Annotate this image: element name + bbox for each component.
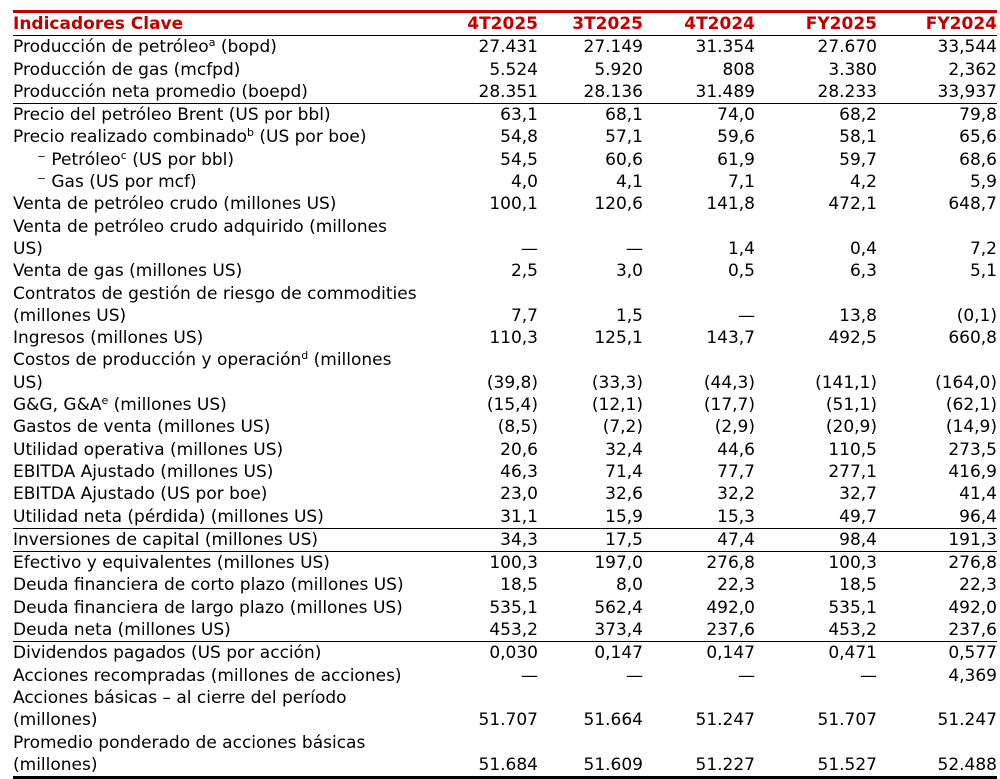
table-row	[13, 597, 997, 619]
cell-FY2024: (14,9)	[945, 417, 997, 438]
cell-FY2025: 535,1	[828, 597, 877, 618]
cell-4T2025: (8,5)	[497, 417, 538, 438]
column-header-FY2025: FY2025	[805, 14, 877, 34]
table-row	[13, 327, 997, 349]
cell-3T2025: 60,6	[605, 149, 643, 170]
cell-FY2025: 277,1	[828, 461, 877, 482]
cell-4T2025: 535,1	[489, 597, 538, 618]
cell-4T2024: 1,4	[727, 238, 755, 259]
cell-FY2024: 33,544	[937, 37, 997, 58]
cell-FY2025: 28.233	[817, 81, 877, 102]
cell-4T2025: (39,8)	[486, 372, 538, 393]
table-row	[13, 216, 997, 261]
cell-FY2025: 27.670	[817, 37, 877, 58]
cell-4T2025: 23,0	[500, 484, 538, 505]
row-label: Producción de gas (mcfpd)	[13, 59, 241, 80]
cell-FY2025: 6,3	[849, 261, 877, 282]
cell-4T2024: 808	[722, 59, 755, 80]
cell-FY2024: 416,9	[948, 461, 997, 482]
cell-FY2024: 237,6	[948, 620, 997, 641]
cell-4T2024: —	[738, 305, 755, 326]
cell-4T2024: 32,2	[717, 484, 755, 505]
table-body	[13, 36, 997, 778]
cell-4T2025: 4,0	[510, 172, 538, 193]
cell-FY2025: 453,2	[828, 620, 877, 641]
cell-3T2025: (33,3)	[591, 372, 643, 393]
table-row	[13, 149, 997, 171]
cell-FY2024: (62,1)	[945, 395, 997, 416]
footnote-marker: e	[101, 394, 109, 408]
cell-4T2025: 54,5	[500, 149, 538, 170]
cell-3T2025: 373,4	[594, 620, 643, 641]
cell-FY2025: 13,8	[839, 305, 877, 326]
row-label: Precio del petróleo Brent (US por bbl)	[13, 105, 331, 126]
cell-4T2024: 0,147	[706, 643, 755, 664]
cell-4T2025: 100,1	[489, 194, 538, 215]
cell-4T2024: 44,6	[717, 439, 755, 460]
cell-FY2024: 65,6	[959, 127, 997, 148]
cell-FY2024: 52.488	[937, 754, 997, 775]
cell-FY2025: 98,4	[839, 529, 877, 550]
table-row	[13, 283, 997, 328]
row-label: Deuda financiera de largo plazo (millones US)	[13, 597, 403, 618]
cell-4T2025: 7,7	[510, 305, 538, 326]
row-label: EBITDA Ajustado (US por boe)	[13, 484, 268, 505]
row-label: Acciones recompradas (millones de acciones)	[13, 665, 402, 686]
cell-FY2025: 58,1	[839, 127, 877, 148]
footnote-marker: c	[120, 148, 127, 162]
table-row	[13, 104, 997, 127]
row-label: Utilidad neta (pérdida) (millones US)	[13, 506, 324, 527]
cell-3T2025: 3,0	[615, 261, 643, 282]
cell-4T2025: 31,1	[500, 506, 538, 527]
column-header-3T2025: 3T2025	[572, 14, 643, 34]
table-header	[13, 12, 997, 36]
cell-3T2025: 28.136	[583, 81, 643, 102]
cell-FY2025: 32,7	[839, 484, 877, 505]
cell-4T2025: 54,8	[500, 127, 538, 148]
cell-FY2024: 5,9	[969, 172, 997, 193]
cell-4T2024: 31.354	[695, 37, 755, 58]
cell-FY2024: 51.247	[937, 710, 997, 731]
table-title: Indicadores Clave	[13, 14, 184, 34]
cell-FY2025: 18,5	[839, 575, 877, 596]
cell-4T2024: 47,4	[717, 529, 755, 550]
table-row	[13, 642, 997, 665]
cell-4T2024: 141,8	[706, 194, 755, 215]
cell-3T2025: 71,4	[605, 461, 643, 482]
cell-3T2025: 8,0	[615, 575, 643, 596]
cell-FY2024: 68,6	[959, 149, 997, 170]
cell-4T2025: 5.524	[489, 59, 538, 80]
cell-FY2024: 4,369	[948, 665, 997, 686]
cell-FY2025: 0,471	[828, 643, 877, 664]
cell-3T2025: 68,1	[605, 105, 643, 126]
cell-4T2024: (2,9)	[714, 417, 755, 438]
cell-4T2024: 77,7	[717, 461, 755, 482]
cell-3T2025: 27.149	[583, 37, 643, 58]
cell-3T2025: 5.920	[594, 59, 643, 80]
cell-FY2024: (164,0)	[935, 372, 997, 393]
row-label: ⁻ Petróleo$^c$ (US por bbl)	[37, 148, 235, 170]
cell-FY2025: 100,3	[828, 553, 877, 574]
cell-4T2025: —	[521, 238, 538, 259]
cell-3T2025: 0,147	[594, 643, 643, 664]
table-row	[13, 416, 997, 438]
cell-FY2024: 492,0	[948, 597, 997, 618]
cell-4T2025: 100,3	[489, 553, 538, 574]
table-row	[13, 394, 997, 416]
cell-3T2025: 562,4	[594, 597, 643, 618]
row-label: Producción de petróleo$^a$ (bopd)	[13, 36, 277, 58]
table-row	[13, 171, 997, 193]
row-label: Inversiones de capital (millones US)	[13, 529, 319, 550]
cell-FY2024: 7,2	[969, 238, 997, 259]
table-row	[13, 506, 997, 529]
cell-FY2025: —	[860, 665, 877, 686]
cell-4T2025: 46,3	[500, 461, 538, 482]
cell-FY2024: 79,8	[959, 105, 997, 126]
cell-4T2024: 51.227	[695, 754, 755, 775]
cell-4T2025: 110,3	[489, 328, 538, 349]
cell-3T2025: 51.609	[583, 754, 643, 775]
cell-3T2025: —	[626, 665, 643, 686]
cell-FY2025: 51.527	[817, 754, 877, 775]
key-indicators-table	[13, 10, 997, 779]
cell-FY2024: 41,4	[959, 484, 997, 505]
table-row	[13, 126, 997, 148]
cell-4T2025: 20,6	[500, 439, 538, 460]
cell-4T2025: 27.431	[478, 37, 538, 58]
column-header-4T2024: 4T2024	[684, 14, 755, 34]
cell-4T2024: 74,0	[717, 105, 755, 126]
cell-4T2024: 51.247	[695, 710, 755, 731]
cell-3T2025: —	[626, 238, 643, 259]
row-label: Deuda financiera de corto plazo (millones US)	[13, 575, 404, 596]
table-row	[13, 461, 997, 483]
cell-4T2025: 0,030	[489, 643, 538, 664]
table-header-row	[13, 12, 997, 36]
cell-FY2025: 49,7	[839, 506, 877, 527]
cell-3T2025: (7,2)	[602, 417, 643, 438]
footnote-marker: a	[208, 36, 216, 50]
cell-4T2025: 28.351	[478, 81, 538, 102]
row-label: Venta de gas (millones US)	[13, 261, 243, 282]
column-header-4T2025: 4T2025	[467, 14, 538, 34]
row-label: Venta de petróleo crudo (millones US)	[13, 194, 337, 215]
cell-4T2025: —	[521, 665, 538, 686]
cell-3T2025: 32,4	[605, 439, 643, 460]
cell-4T2024: 22,3	[717, 575, 755, 596]
table-row	[13, 59, 997, 81]
row-label: ⁻ Gas (US por mcf)	[37, 172, 197, 193]
table-row	[13, 483, 997, 505]
cell-3T2025: (12,1)	[591, 395, 643, 416]
cell-FY2024: 276,8	[948, 553, 997, 574]
row-label: Producción neta promedio (boepd)	[13, 81, 308, 102]
cell-FY2024: 660,8	[948, 328, 997, 349]
cell-3T2025: 1,5	[615, 305, 643, 326]
cell-4T2025: 18,5	[500, 575, 538, 596]
cell-FY2025: 0,4	[849, 238, 877, 259]
row-label: Ingresos (millones US)	[13, 328, 204, 349]
table-row	[13, 732, 997, 778]
footnote-marker: d	[301, 349, 309, 363]
row-label: Deuda neta (millones US)	[13, 620, 231, 641]
table-row	[13, 552, 997, 575]
row-label: Contratos de gestión de riesgo de commodities (millones US)	[13, 283, 417, 326]
table-row	[13, 687, 997, 732]
cell-4T2025: (15,4)	[486, 395, 538, 416]
table-row	[13, 81, 997, 104]
footnote-marker: b	[246, 126, 254, 140]
cell-FY2024: 648,7	[948, 194, 997, 215]
cell-3T2025: 125,1	[594, 328, 643, 349]
table-row	[13, 528, 997, 551]
cell-FY2024: 2,362	[948, 59, 997, 80]
row-label: Utilidad operativa (millones US)	[13, 439, 284, 460]
cell-3T2025: 4,1	[615, 172, 643, 193]
cell-3T2025: 32,6	[605, 484, 643, 505]
cell-4T2024: 59,6	[717, 127, 755, 148]
row-label: Venta de petróleo crudo adquirido (millones US)	[13, 216, 387, 259]
cell-FY2025: 472,1	[828, 194, 877, 215]
cell-4T2025: 63,1	[500, 105, 538, 126]
cell-FY2024: 22,3	[959, 575, 997, 596]
row-label: Precio realizado combinado$^b$ (US por boe)	[13, 126, 367, 148]
row-label: Promedio ponderado de acciones básicas (millones)	[13, 732, 366, 775]
row-label: Costos de producción y operación$^d$ (millones US)	[13, 349, 392, 393]
cell-4T2025: 34,3	[500, 529, 538, 550]
column-header-FY2024: FY2024	[925, 14, 997, 34]
cell-FY2025: 110,5	[828, 439, 877, 460]
cell-FY2024: 5,1	[969, 261, 997, 282]
cell-FY2024: 273,5	[948, 439, 997, 460]
row-label: Dividendos pagados (US por acción)	[13, 643, 322, 664]
cell-FY2024: 191,3	[948, 529, 997, 550]
cell-4T2024: 0,5	[727, 261, 755, 282]
cell-4T2024: 7,1	[727, 172, 755, 193]
cell-FY2025: 59,7	[839, 149, 877, 170]
row-label: Efectivo y equivalentes (millones US)	[13, 553, 330, 574]
cell-4T2025: 51.684	[478, 754, 538, 775]
table-row	[13, 574, 997, 596]
cell-4T2024: 61,9	[717, 149, 755, 170]
cell-FY2024: (0,1)	[956, 305, 997, 326]
cell-FY2025: 4,2	[849, 172, 877, 193]
cell-FY2025: 68,2	[839, 105, 877, 126]
cell-4T2024: —	[738, 665, 755, 686]
cell-FY2025: 51.707	[817, 710, 877, 731]
row-label: EBITDA Ajustado (millones US)	[13, 461, 274, 482]
cell-3T2025: 51.664	[583, 710, 643, 731]
row-label: G&G, $G\&A^e$ (millones US)	[13, 394, 227, 416]
cell-FY2025: (20,9)	[825, 417, 877, 438]
table-row	[13, 36, 997, 59]
cell-4T2024: 237,6	[706, 620, 755, 641]
table-row	[13, 349, 997, 394]
cell-3T2025: 17,5	[605, 529, 643, 550]
cell-3T2025: 120,6	[594, 194, 643, 215]
row-label: Gastos de venta (millones US)	[13, 417, 271, 438]
cell-FY2024: 96,4	[959, 506, 997, 527]
cell-FY2025: (141,1)	[815, 372, 877, 393]
cell-4T2025: 453,2	[489, 620, 538, 641]
cell-3T2025: 15,9	[605, 506, 643, 527]
cell-4T2024: (17,7)	[703, 395, 755, 416]
cell-4T2024: 492,0	[706, 597, 755, 618]
cell-FY2024: 0,577	[948, 643, 997, 664]
cell-4T2024: 15,3	[717, 506, 755, 527]
cell-4T2025: 2,5	[510, 261, 538, 282]
cell-3T2025: 57,1	[605, 127, 643, 148]
table-row	[13, 260, 997, 282]
cell-FY2025: (51,1)	[825, 395, 877, 416]
cell-FY2025: 492,5	[828, 328, 877, 349]
cell-4T2024: 31.489	[695, 81, 755, 102]
table-row	[13, 439, 997, 461]
cell-4T2024: 143,7	[706, 328, 755, 349]
cell-FY2025: 3.380	[828, 59, 877, 80]
cell-3T2025: 197,0	[594, 553, 643, 574]
row-label: Acciones básicas – al cierre del período (millones)	[13, 687, 347, 731]
cell-4T2025: 51.707	[478, 710, 538, 731]
table-row	[13, 665, 997, 687]
table-row	[13, 619, 997, 642]
cell-4T2024: 276,8	[706, 553, 755, 574]
cell-FY2024: 33,937	[937, 81, 997, 102]
table-row	[13, 193, 997, 215]
cell-4T2024: (44,3)	[703, 372, 755, 393]
